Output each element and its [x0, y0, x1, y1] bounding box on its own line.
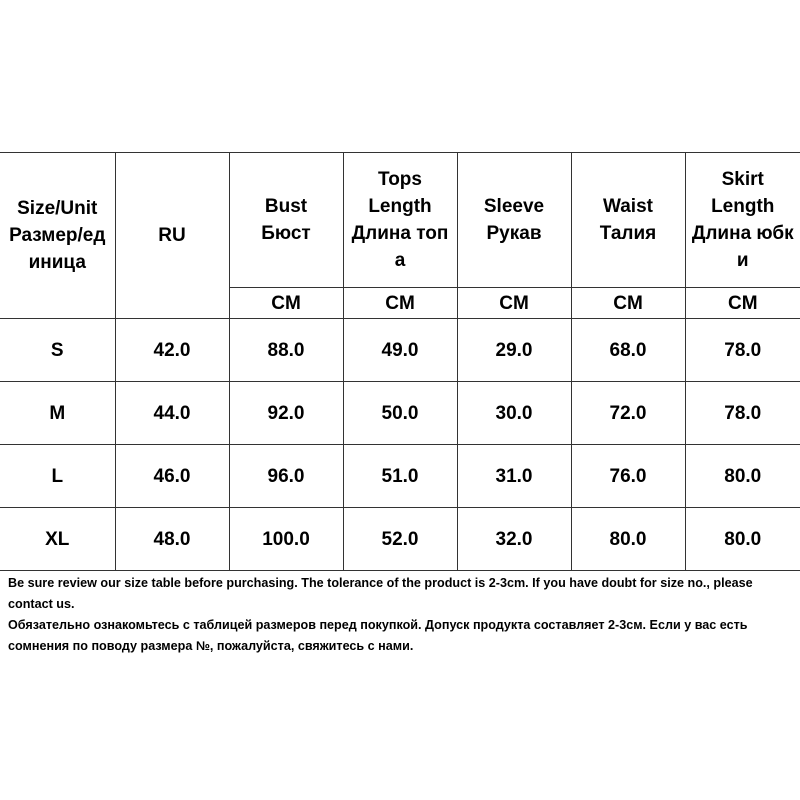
- table-row: [0, 445, 800, 508]
- header-row: [0, 153, 800, 288]
- size-label-cell: L: [0, 445, 115, 508]
- unit-cell: CM: [457, 288, 571, 319]
- header-skirt-length: Skirt Length Длина юбк и: [685, 153, 800, 288]
- sleeve-cell: 31.0: [457, 445, 571, 508]
- skirt-length-cell: 80.0: [685, 445, 800, 508]
- header-size-unit: Size/Unit Размер/ед иница: [0, 153, 115, 319]
- table-row: [0, 319, 800, 382]
- tops-length-cell: 49.0: [343, 319, 457, 382]
- header-ru: RU: [115, 153, 229, 319]
- waist-cell: 68.0: [571, 319, 685, 382]
- header-sleeve: Sleeve Рукав: [457, 153, 571, 288]
- ru-cell: 48.0: [115, 508, 229, 571]
- note-russian: Обязательно ознакомьтесь с таблицей размеров перед покупкой. Допуск продукта составляет 2-3см. Если у вас есть сомнения по поводу размера №, пожалуйста, свяжитесь с нами.: [8, 618, 748, 653]
- note-english: Be sure review our size table before purchasing. The tolerance of the product is 2-3cm. If you have doubt for size no., please contact us.: [8, 576, 753, 611]
- unit-cell: CM: [571, 288, 685, 319]
- size-label-cell: XL: [0, 508, 115, 571]
- unit-cell: CM: [343, 288, 457, 319]
- tops-length-cell: 50.0: [343, 382, 457, 445]
- sleeve-cell: 29.0: [457, 319, 571, 382]
- waist-cell: 80.0: [571, 508, 685, 571]
- table-row: [0, 508, 800, 571]
- skirt-length-cell: 80.0: [685, 508, 800, 571]
- size-label-cell: M: [0, 382, 115, 445]
- bust-cell: 92.0: [229, 382, 343, 445]
- size-chart-table: [0, 152, 800, 571]
- ru-cell: 46.0: [115, 445, 229, 508]
- size-notes: [8, 573, 798, 657]
- skirt-length-cell: 78.0: [685, 319, 800, 382]
- ru-cell: 42.0: [115, 319, 229, 382]
- table-row: [0, 382, 800, 445]
- unit-cell: CM: [229, 288, 343, 319]
- header-tops-length: Tops Length Длина топ а: [343, 153, 457, 288]
- sleeve-cell: 30.0: [457, 382, 571, 445]
- bust-cell: 100.0: [229, 508, 343, 571]
- sleeve-cell: 32.0: [457, 508, 571, 571]
- header-waist: Waist Талия: [571, 153, 685, 288]
- waist-cell: 76.0: [571, 445, 685, 508]
- unit-cell: CM: [685, 288, 800, 319]
- skirt-length-cell: 78.0: [685, 382, 800, 445]
- waist-cell: 72.0: [571, 382, 685, 445]
- tops-length-cell: 52.0: [343, 508, 457, 571]
- bust-cell: 88.0: [229, 319, 343, 382]
- bust-cell: 96.0: [229, 445, 343, 508]
- header-bust: Bust Бюст: [229, 153, 343, 288]
- ru-cell: 44.0: [115, 382, 229, 445]
- tops-length-cell: 51.0: [343, 445, 457, 508]
- size-label-cell: S: [0, 319, 115, 382]
